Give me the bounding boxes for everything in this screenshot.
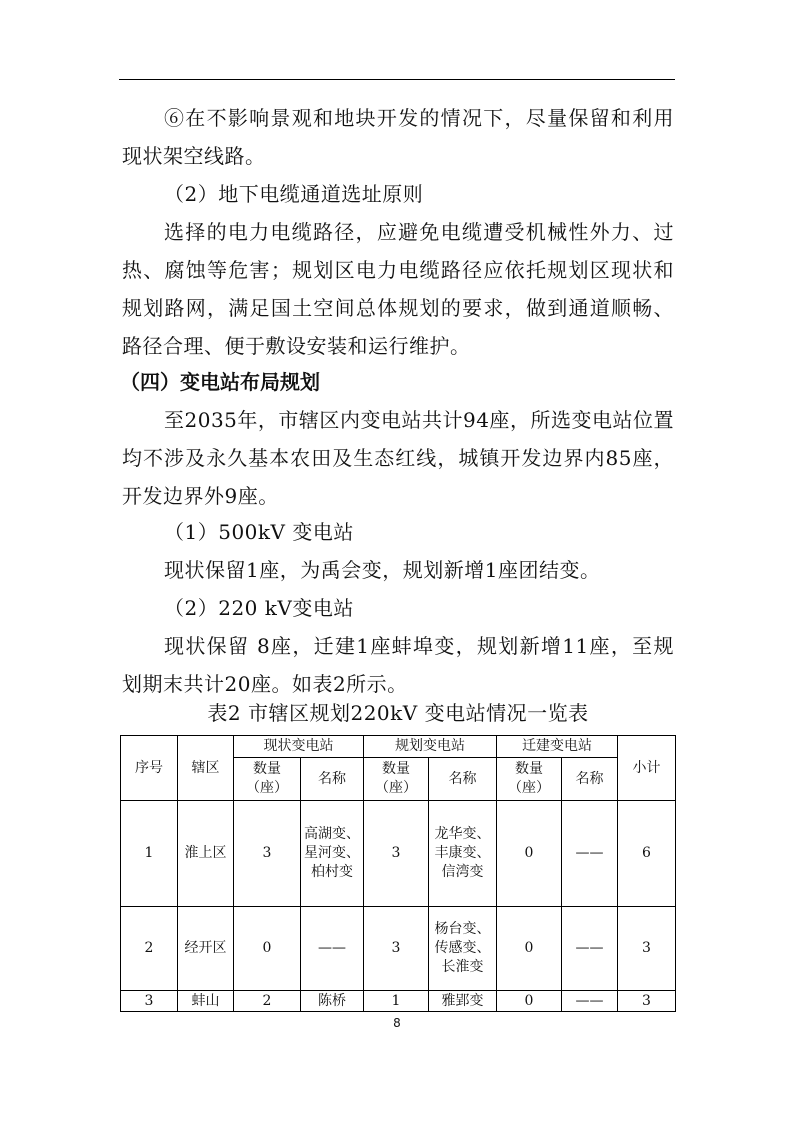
cell-relocated-name: ——: [562, 991, 618, 1012]
cell-relocated-count: 0: [497, 991, 562, 1012]
subheading-220kv: （2）220 kV变电站: [164, 596, 354, 620]
header-existing: 现状变电站: [234, 736, 364, 758]
header-relocated: 迁建变电站: [497, 736, 618, 758]
table-row: [121, 801, 676, 907]
cell-relocated-name: ——: [562, 907, 618, 991]
cell-relocated-count: 0: [497, 907, 562, 991]
subheading-500kv: （1）500kV 变电站: [164, 520, 354, 544]
cell-seq: 3: [121, 991, 178, 1012]
header-seq: 序号: [121, 736, 178, 801]
cell-existing-name: 高湖变、星河变、柏村变: [301, 801, 364, 907]
cell-subtotal: 3: [618, 991, 676, 1012]
subheading-cable-channel: （2）地下电缆通道选址原则: [164, 182, 424, 206]
cell-planned-count: 1: [364, 991, 429, 1012]
cell-planned-name: 杨台变、传感变、长淮变: [429, 907, 497, 991]
cell-subtotal: 6: [618, 801, 676, 907]
cell-relocated-count: 0: [497, 801, 562, 907]
header-relocated-name: 名称: [562, 758, 618, 801]
header-planned-count: 数量（座）: [364, 758, 429, 801]
page-number: 8: [393, 1016, 401, 1030]
header-existing-name: 名称: [301, 758, 364, 801]
cell-district: 经开区: [178, 907, 234, 991]
cell-district: 蚌山: [178, 991, 234, 1012]
cell-planned-count: 3: [364, 801, 429, 907]
header-subtotal: 小计: [618, 736, 676, 801]
cell-seq: 1: [121, 801, 178, 907]
cell-existing-name: 陈桥: [301, 991, 364, 1012]
cell-existing-count: 0: [234, 907, 301, 991]
cell-existing-name: ——: [301, 907, 364, 991]
header-relocated-count: 数量（座）: [497, 758, 562, 801]
header-rule: [119, 79, 675, 80]
cell-existing-count: 3: [234, 801, 301, 907]
cell-relocated-name: ——: [562, 801, 618, 907]
cell-district: 淮上区: [178, 801, 234, 907]
section-heading-substation-layout: （四）变电站布局规划: [120, 370, 320, 394]
header-planned: 规划变电站: [364, 736, 497, 758]
header-planned-name: 名称: [429, 758, 497, 801]
cell-existing-count: 2: [234, 991, 301, 1012]
table-caption: 表2 市辖区规划220kV 变电站情况一览表: [207, 701, 589, 725]
paragraph-500kv: 现状保留1座，为禹会变，规划新增1座团结变。: [164, 558, 601, 582]
paragraph-cable-route: 选择的电力电缆路径，应避免电缆遭受机械性外力、过热、腐蚀等危害；规划区电力电缆路径应依托规划区现状和规划路网，满足国土空间总体规划的要求，做到通道顺畅、路径合理、便于敷设安装和运行维护。: [122, 220, 674, 358]
substation-table: [120, 735, 676, 1012]
cell-planned-name: 雅郢变: [429, 991, 497, 1012]
header-district: 辖区: [178, 736, 234, 801]
cell-seq: 2: [121, 907, 178, 991]
cell-planned-name: 龙华变、丰康变、信湾变: [429, 801, 497, 907]
table-row: [121, 907, 676, 991]
paragraph-220kv: 现状保留 8座，迁建1座蚌埠变，规划新增11座，至规划期末共计20座。如表2所示。: [122, 634, 674, 696]
paragraph-overhead-lines: ⑥在不影响景观和地块开发的情况下，尽量保留和利用现状架空线路。: [122, 106, 674, 168]
header-existing-count: 数量（座）: [234, 758, 301, 801]
paragraph-substation-total: 至2035年，市辖区内变电站共计94座，所选变电站位置均不涉及永久基本农田及生态红线，城镇开发边界内85座，开发边界外9座。: [122, 408, 674, 508]
cell-subtotal: 3: [618, 907, 676, 991]
cell-planned-count: 3: [364, 907, 429, 991]
table-row: [121, 991, 676, 1012]
